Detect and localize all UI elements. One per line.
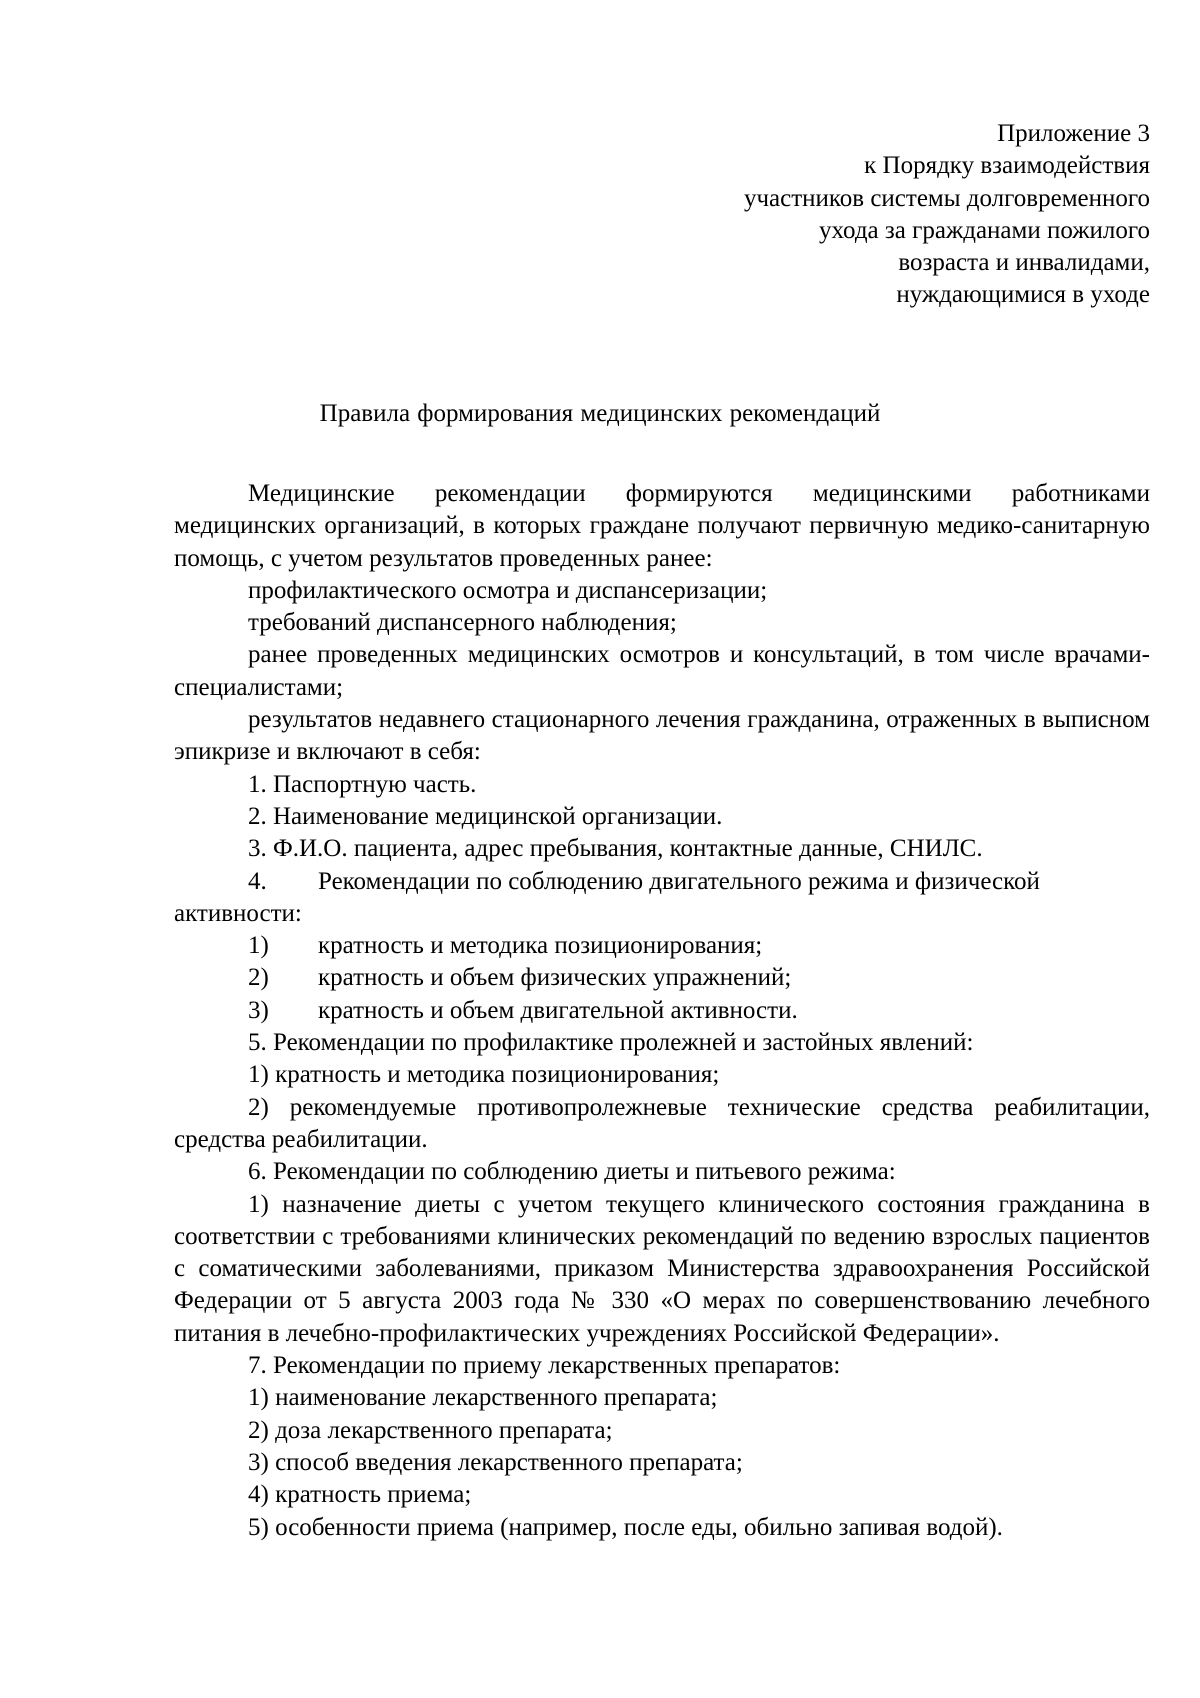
section-3: 3. Ф.И.О. пациента, адрес пребывания, контактные данные, СНИЛС. bbox=[248, 835, 983, 863]
section-4-heading-continued: активности: bbox=[174, 899, 302, 927]
item-text: кратность и объем физических упражнений; bbox=[318, 964, 792, 992]
section-number: 4. bbox=[248, 867, 267, 895]
list-item: 2) рекомендуемые противопролежневые технические средства реабилитации, средства реабилитации. bbox=[174, 1093, 1150, 1153]
section-5-heading: 5. Рекомендации по профилактике пролежней и застойных явлений: bbox=[248, 1029, 974, 1057]
appendix-header bbox=[500, 118, 1150, 312]
list-item bbox=[174, 995, 1150, 1027]
item-number: 1) bbox=[248, 932, 269, 960]
appendix-line: Приложение 3 bbox=[997, 120, 1150, 147]
basis-item: ранее проведенных медицинских осмотров и консультаций, в том числе врачами-специалистами; bbox=[174, 641, 1150, 701]
appendix-line: участников системы долговременного bbox=[743, 184, 1150, 212]
basis-item: результатов недавнего стационарного лечения гражданина, отраженных в выписном эпикризе и включают в себя: bbox=[174, 706, 1150, 766]
list-item: 1) назначение диеты с учетом текущего клинического состояния гражданина в соответствии с требованиями клинических рекомендаций по ведению взрослых пациентов с соматическими заболеваниями, приказом Министерства здравоохранения Российской Федерации от 5 августа 2003 года № 330 «О мерах по совершенствованию лечебного питания в лечебно-профилактических учреждениях Российской Федерации». bbox=[174, 1190, 1150, 1347]
section-4-heading bbox=[174, 866, 1150, 898]
list-item: 3) способ введения лекарственного препарата; bbox=[248, 1448, 743, 1476]
list-item bbox=[174, 930, 1150, 962]
appendix-line: возраста и инвалидами, bbox=[898, 249, 1150, 277]
basis-item: профилактического осмотра и диспансеризации; bbox=[248, 576, 768, 604]
section-4 bbox=[174, 866, 1150, 1027]
document-title: Правила формирования медицинских рекомендаций bbox=[319, 400, 881, 427]
list-item: 2) доза лекарственного препарата; bbox=[248, 1416, 613, 1444]
section-1: 1. Паспортную часть. bbox=[248, 770, 477, 798]
appendix-line: ухода за гражданами пожилого bbox=[819, 216, 1150, 244]
item-text: кратность и методика позиционирования; bbox=[318, 932, 763, 960]
intro-paragraph: Медицинские рекомендации формируются медицинскими работниками медицинских организаций, в которых граждане получают первичную медико-санитарную помощь, с учетом результатов проведенных ранее: bbox=[174, 480, 1150, 572]
item-number: 3) bbox=[248, 996, 269, 1024]
list-item: 1) наименование лекарственного препарата; bbox=[248, 1384, 718, 1412]
item-text: кратность и объем двигательной активности. bbox=[318, 996, 798, 1024]
appendix-line: нуждающимися в уходе bbox=[896, 281, 1150, 309]
list-item: 4) кратность приема; bbox=[248, 1481, 472, 1509]
section-4-text: Рекомендации по соблюдению двигательного режима и физической bbox=[318, 867, 1040, 895]
section-7-heading: 7. Рекомендации по приему лекарственных препаратов: bbox=[248, 1352, 841, 1380]
list-item bbox=[174, 962, 1150, 994]
list-item: 5) особенности приема (например, после еды, обильно запивая водой). bbox=[248, 1513, 1003, 1541]
section-6-heading: 6. Рекомендации по соблюдению диеты и питьевого режима: bbox=[248, 1158, 896, 1186]
basis-item: требований диспансерного наблюдения; bbox=[248, 609, 677, 637]
appendix-line: к Порядку взаимодействия bbox=[864, 152, 1150, 180]
document-body bbox=[174, 478, 1150, 1544]
item-number: 2) bbox=[248, 964, 269, 992]
list-item: 1) кратность и методика позиционирования; bbox=[248, 1061, 720, 1089]
section-2: 2. Наименование медицинской организации. bbox=[248, 802, 723, 830]
